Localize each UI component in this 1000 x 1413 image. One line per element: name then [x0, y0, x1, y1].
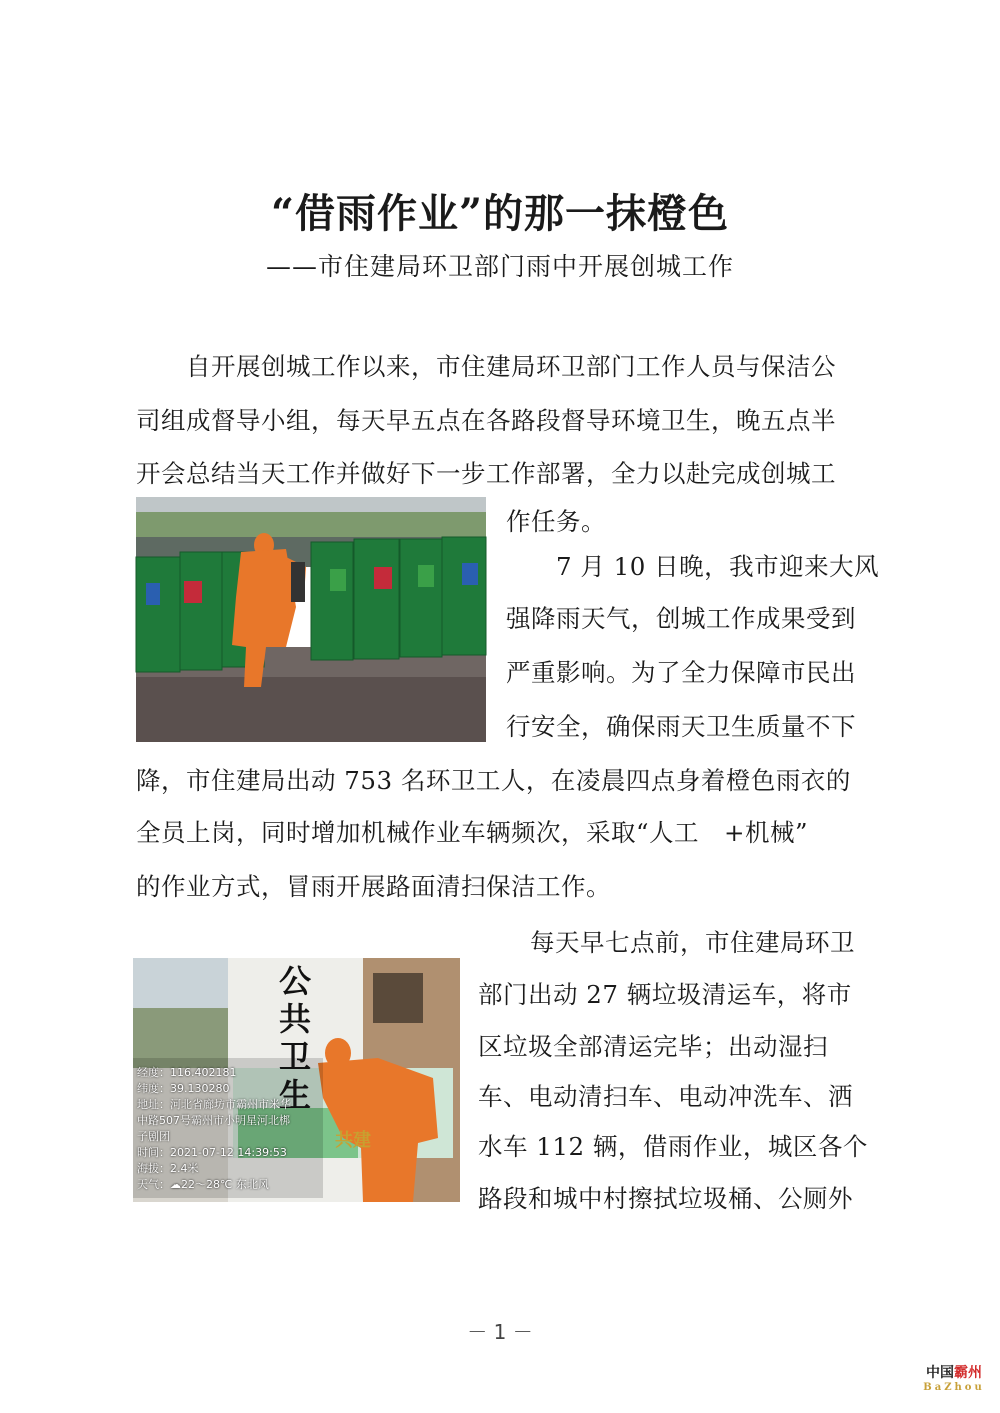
logo-highlight: 霸州 [954, 1365, 982, 1381]
document-title: “借雨作业”的那一抹橙色 [270, 190, 729, 237]
text-line: 水车 112 辆，借雨作业，城区各个 [478, 1132, 868, 1161]
watermark-line: 子剧团 [137, 1130, 170, 1143]
text-line: 全员上岗，同时增加机械作业车辆频次，采取“人工 +机械” [136, 818, 809, 847]
watermark-line: 天气：☁22～28℃ 东北风 [137, 1178, 269, 1191]
text-line: 行安全，确保雨天卫生质量不下 [506, 712, 856, 741]
watermark-line: 时间：2021-07-12 14:39:53 [137, 1146, 287, 1159]
text-line: 自开展创城工作以来，市住建局环卫部门工作人员与保洁公 [186, 352, 836, 381]
site-logo [918, 1364, 990, 1406]
photo-worker-wiping-toilet-sign [133, 958, 460, 1202]
text-line: 强降雨天气，创城工作成果受到 [506, 604, 856, 633]
text-line: 部门出动 27 辆垃圾清运车，将市 [478, 980, 852, 1009]
watermark-line: 纬度：39.130280 [137, 1082, 230, 1095]
text-line: 7 月 10 日晚，我市迎来大风 [556, 552, 880, 581]
text-line: 的作业方式，冒雨开展路面清扫保洁工作。 [136, 872, 611, 901]
text-line: 区垃圾全部清运完毕；出动湿扫 [478, 1032, 828, 1061]
page-number: － 1 － [467, 1320, 533, 1344]
text-line: 每天早七点前，市住建局环卫 [530, 928, 855, 957]
document-subtitle: ——市住建局环卫部门雨中开展创城工作 [265, 252, 734, 281]
text-line: 车、电动清扫车、电动冲洗车、洒 [478, 1082, 853, 1111]
watermark-line: 海拔：2.4米 [137, 1162, 199, 1175]
photo-worker-cleaning-bins [136, 497, 486, 742]
watermark-line: 经度：116.402181 [137, 1066, 237, 1079]
photo-sign-text: 公共卫生 [279, 962, 312, 1114]
watermark-line: 地址：河北省廊坊市霸州市米华 [137, 1098, 291, 1111]
text-line: 降，市住建局出动 753 名环卫工人，在凌晨四点身着橙色雨衣的 [136, 766, 851, 795]
logo-latin: BaZhou [923, 1382, 985, 1393]
watermark-line: 中路507号霸州市小明星河北梆 [137, 1114, 290, 1127]
text-line: 开会总结当天工作并做好下一步工作部署，全力以赴完成创城工 [136, 459, 836, 488]
text-line: 严重影响。为了全力保障市民出 [506, 658, 856, 687]
photo-banner-text: 共建 [335, 1130, 371, 1151]
text-line: 司组成督导小组，每天早五点在各路段督导环境卫生，晚五点半 [136, 406, 836, 435]
text-line: 路段和城中村擦拭垃圾桶、公厕外 [478, 1184, 853, 1213]
logo-prefix: 中国 [926, 1365, 954, 1381]
text-line: 作任务。 [506, 507, 606, 536]
